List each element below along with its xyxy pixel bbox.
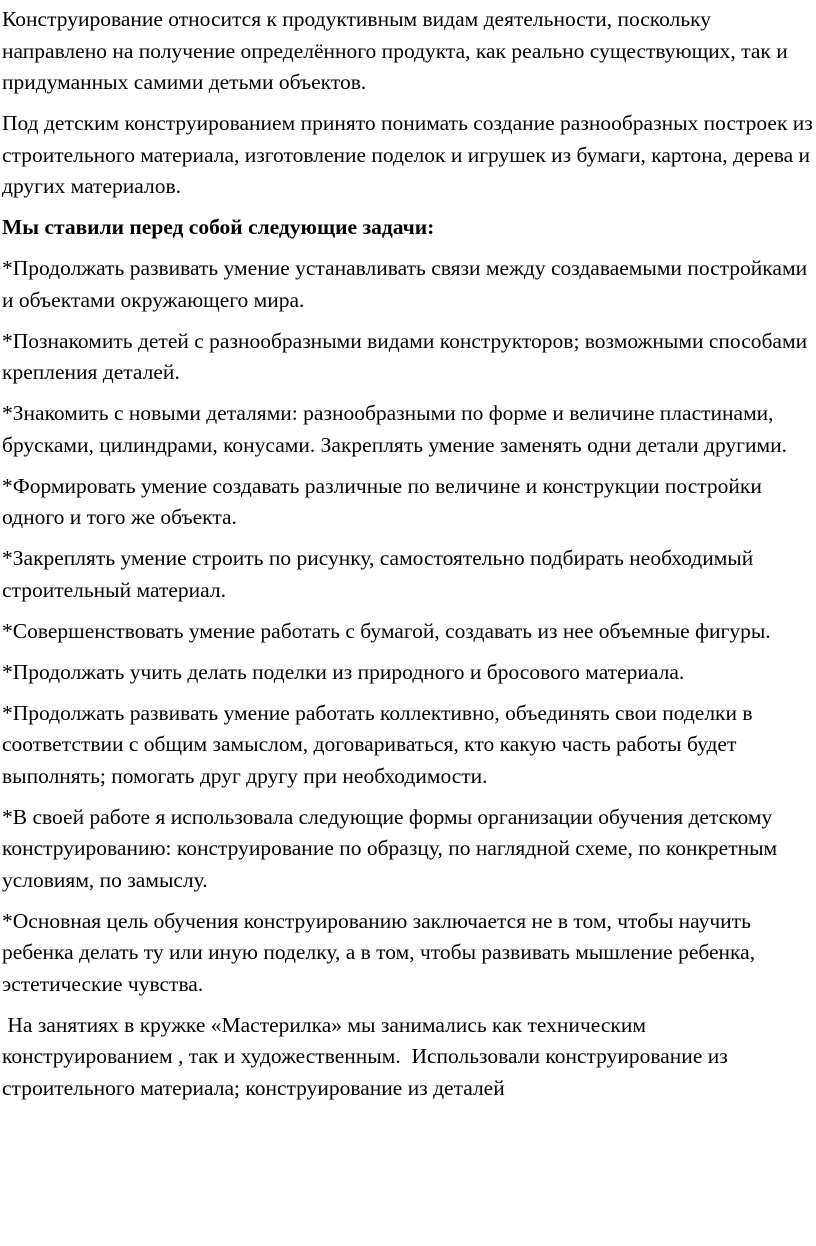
tasks-heading: Мы ставили перед собой следующие задачи: <box>2 215 435 239</box>
task-item: *Продолжать учить делать поделки из природного и бросового материала. <box>2 659 685 684</box>
task-item: *Формировать умение создавать различные по величине и конструкции постройки одного и того же объекта. <box>2 473 762 529</box>
task-item: *Основная цель обучения конструированию заключается не в том, чтобы научить ребенка делать ту или иную поделку, а в том, чтобы развивать мышление ребенка, эстетические чувства. <box>2 908 756 996</box>
task-item: *Познакомить детей с разнообразными видами конструкторов; возможными способами крепления деталей. <box>2 328 808 384</box>
task-item: *В своей работе я использовала следующие формы организации обучения детскому конструированию: конструирование по образцу, по наглядной схеме, по конкретным условиям, по замыслу. <box>2 804 778 892</box>
paragraph-intro-productive: Конструирование относится к продуктивным видам деятельности, поскольку направлено на получение определённого продукта, как реально существующих, так и придуманных самими детьми объектов. <box>2 7 788 94</box>
task-item: *Продолжать развивать умение работать коллективно, объединять свои поделки в соответствии с общим замыслом, договариваться, кто какую часть работы будет выполнять; помогать друг другу при необходимости. <box>2 700 753 788</box>
paragraph-club-activities: На занятиях в кружке «Мастерилка» мы занимались как техническим конструированием , так и художественным. Использовали конструирование из строительного материала; конструирование из деталей <box>2 1012 734 1100</box>
task-item: *Закреплять умение строить по рисунку, самостоятельно подбирать необходимый строительный материал. <box>2 546 754 602</box>
task-item: *Совершенствовать умение работать с бумагой, создавать из нее объемные фигуры. <box>2 618 771 643</box>
paragraph-definition: Под детским конструированием принято понимать создание разнообразных построек из строительного материала, изготовление поделок и игрушек из бумаги, картона, дерева и других материалов. <box>2 111 813 198</box>
task-item: *Знакомить с новыми деталями: разнообразными по форме и величине пластинами, брусками, цилиндрами, конусами. Закреплять умение заменять одни детали другими. <box>2 401 787 457</box>
task-item: *Продолжать развивать умение устанавливать связи между создаваемыми постройками и объектами окружающего мира. <box>2 256 808 312</box>
